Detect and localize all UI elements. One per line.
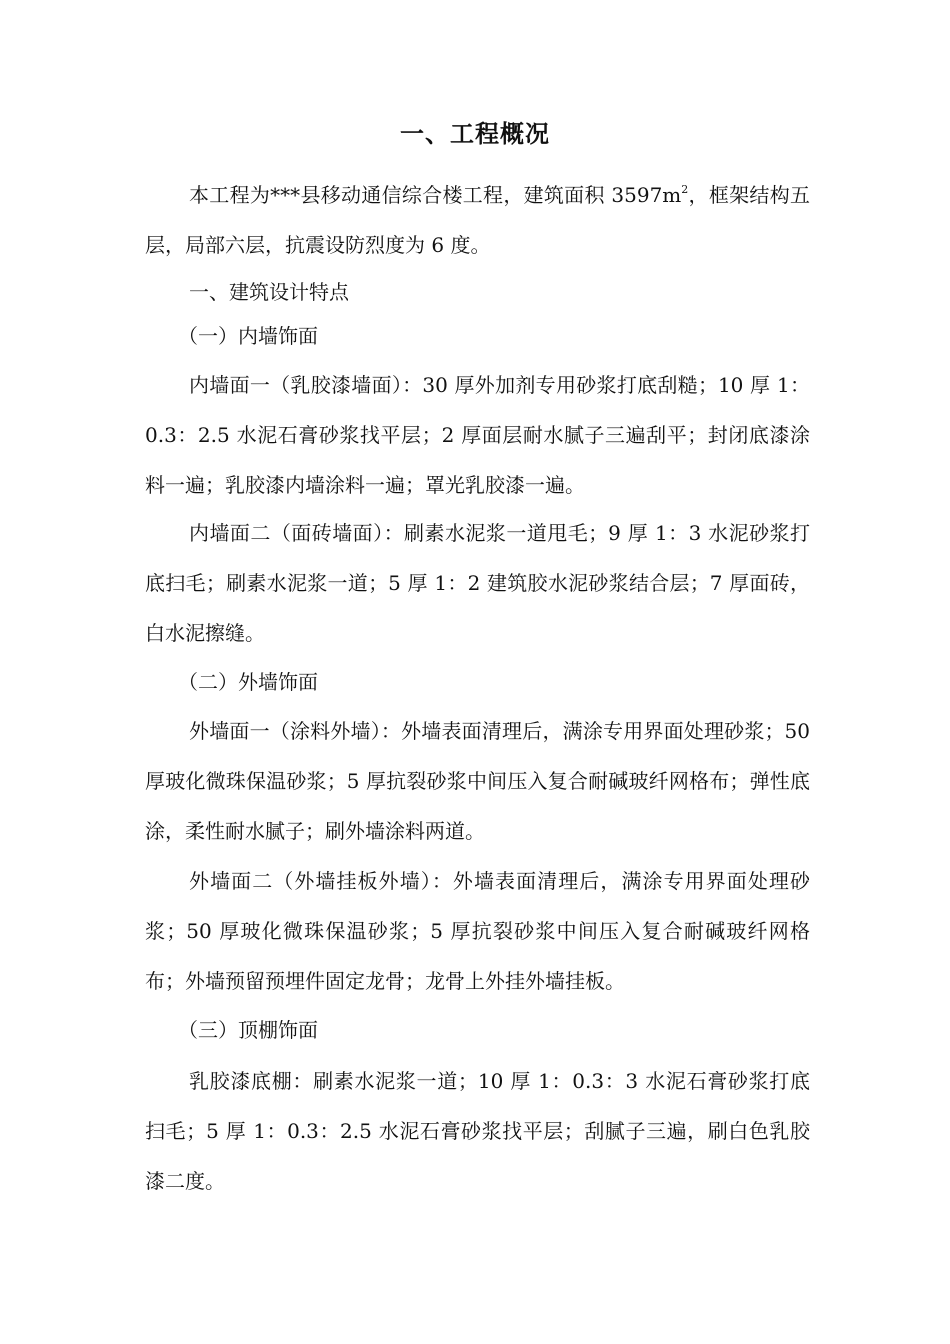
paragraph-ceiling-1: 乳胶漆底棚：刷素水泥浆一道；10 厚 1：0.3：3 水泥石膏砂浆打底扫毛；5 厚 1：0.3：2.5 水泥石膏砂浆找平层；刮腻子三遍，刷白色乳胶漆二度。 <box>145 1069 810 1193</box>
intro-text-after: ，框架结构五层，局部六层，抗震设防烈度为 6 度。 <box>145 183 810 257</box>
intro-paragraph <box>145 170 810 270</box>
intro-superscript: 2 <box>681 183 689 196</box>
paragraph-outer-wall-2: 外墙面二（外墙挂板外墙）：外墙表面清理后，满涂专用界面处理砂浆；50 厚玻化微珠保温砂浆；5 厚抗裂砂浆中间压入复合耐碱玻纤网格布；外墙预留预埋件固定龙骨；龙骨上外挂外墙挂板。 <box>145 869 810 993</box>
subsection-heading-inner-wall: （一）内墙饰面 <box>178 324 318 348</box>
intro-text-before: 本工程为***县移动通信综合楼工程，建筑面积 3597m <box>189 183 682 207</box>
page-title: 一、工程概况 <box>400 120 550 148</box>
subsection-heading-ceiling: （三）顶棚饰面 <box>178 1018 318 1042</box>
paragraph-inner-wall-2: 内墙面二（面砖墙面）：刷素水泥浆一道甩毛；9 厚 1：3 水泥砂浆打底扫毛；刷素水泥浆一道；5 厚 1：2 建筑胶水泥砂浆结合层；7 厚面砖，白水泥擦缝。 <box>145 521 810 645</box>
subsection-heading-outer-wall: （二）外墙饰面 <box>178 670 318 694</box>
paragraph-outer-wall-1: 外墙面一（涂料外墙）：外墙表面清理后，满涂专用界面处理砂浆；50 厚玻化微珠保温砂浆；5 厚抗裂砂浆中间压入复合耐碱玻纤网格布；弹性底涂，柔性耐水腻子；刷外墙涂料两道。 <box>145 719 810 843</box>
section-heading: 一、建筑设计特点 <box>189 280 349 304</box>
paragraph-inner-wall-1: 内墙面一（乳胶漆墙面）：30 厚外加剂专用砂浆打底刮糙；10 厚 1：0.3：2.5 水泥石膏砂浆找平层；2 厚面层耐水腻子三遍刮平；封闭底漆涂料一遍；乳胶漆内墙涂料一遍；罩光乳胶漆一遍。 <box>145 373 810 497</box>
